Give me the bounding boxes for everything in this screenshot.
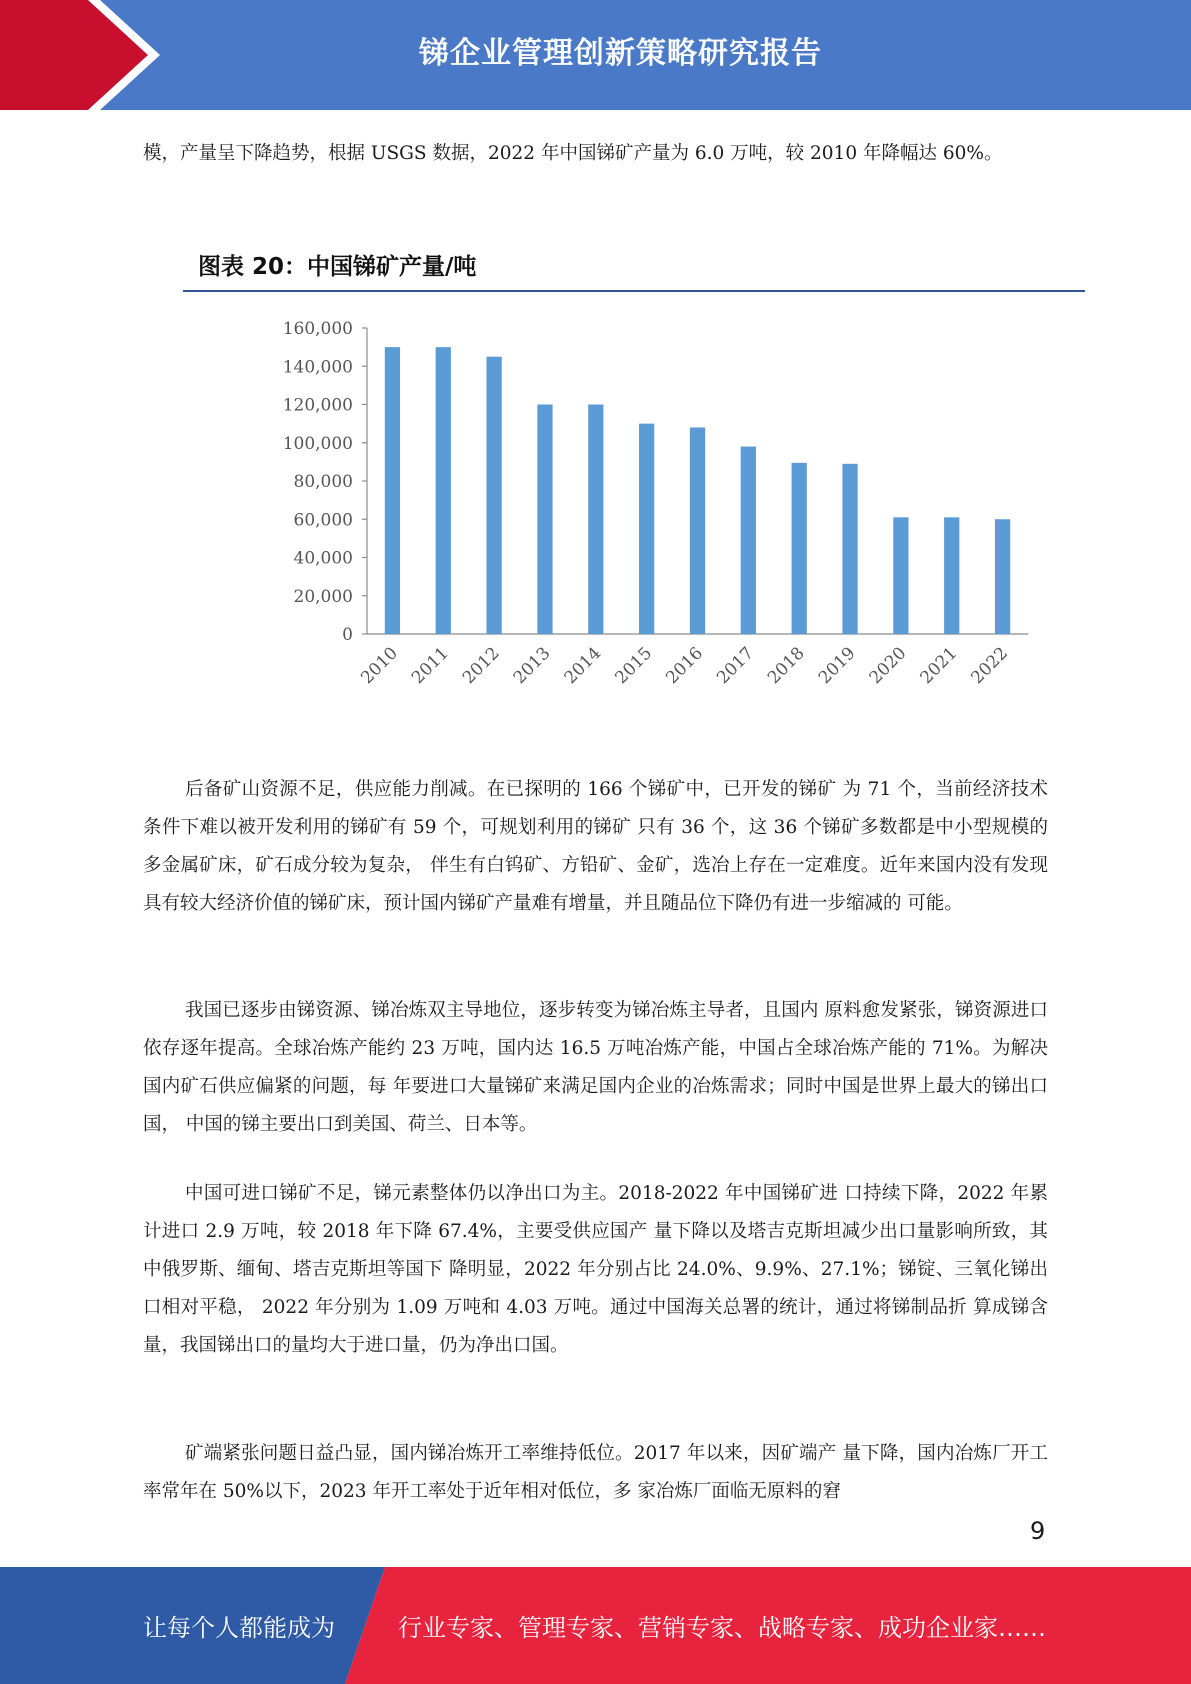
x-tick-label: 2016 [662,643,708,689]
x-tick-label: 2017 [713,643,758,689]
x-tick-label: 2018 [763,643,809,689]
footer-slogan-right: 行业专家、管理专家、营销专家、战略专家、成功企业家…… [398,1614,1046,1642]
x-tick-label: 2013 [509,643,555,689]
paragraph-continuation: 模，产量呈下降趋势，根据 USGS 数据，2022 年中国锑矿产量为 6.0 万吨，较 2010 年降幅达 60%。 [143,143,1003,164]
footer-slogan-left: 让每个人都能成为 [143,1614,335,1642]
y-tick-label: 100,000 [282,433,353,454]
y-tick-label: 40,000 [293,548,353,569]
x-tick-label: 2022 [967,643,1013,689]
y-tick-label: 0 [342,625,353,645]
bar [588,405,603,635]
page-header [0,0,1191,110]
bar [792,463,807,634]
x-tick-label: 2021 [916,643,962,689]
bar [690,427,705,634]
figure-caption: 图表 20：中国锑矿产量/吨 [198,254,477,280]
bar [537,405,552,635]
y-tick-label: 80,000 [293,472,353,492]
y-tick-label: 20,000 [293,586,353,607]
paragraph-reserves: 后备矿山资源不足，供应能力削减。在已探明的 166 个锑矿中，已开发的锑矿 为 71 个，当前经济技术条件下难以被开发利用的锑矿有 59 个，可规划利用的锑矿 只有 36 个，这 36 个锑矿多数都是中小型规模的多金属矿床，矿石成分较为复杂， 伴生有白钨矿、方铅矿、金矿，选冶上存在一定难度。近年来国内没有发现具有较大经济价值的锑矿床，预计国内锑矿产量难有增量，并且随品位下降仍有进一步缩减的 可能。 [143,779,1048,914]
bar [639,424,654,634]
x-tick-label: 2010 [357,643,402,689]
paragraph-operating-rate: 矿端紧张问题日益凸显，国内锑冶炼开工率维持低位。2017 年以来，因矿端产 量下降，国内冶炼厂开工率常年在 50%以下，2023 年开工率处于近年相对低位，多 家冶炼厂面临无原料的窘 [143,1443,1048,1502]
antimony-production-bar-chart [280,310,1060,710]
x-tick-label: 2015 [611,643,657,689]
x-tick-label: 2012 [458,643,504,689]
bar [436,347,451,634]
bar [741,447,756,634]
x-tick-label: 2019 [814,643,860,689]
y-tick-label: 60,000 [293,510,353,531]
page-number: 9 [1030,1517,1046,1545]
y-tick-label: 120,000 [282,395,353,416]
x-tick-label: 2011 [408,643,453,689]
y-tick-label: 160,000 [282,319,353,339]
x-tick-label: 2020 [865,643,911,689]
header-title: 锑企业管理创新策略研究报告 [419,36,822,71]
y-tick-label: 140,000 [282,357,353,378]
bar [995,519,1010,634]
bar [842,464,857,634]
paragraph-imports: 中国可进口锑矿不足，锑元素整体仍以净出口为主。2018-2022 年中国锑矿进 口持续下降，2022 年累计进口 2.9 万吨，较 2018 年下降 67.4%，主要受供应国产 量下降以及塔吉克斯坦减少出口量影响所致，其中俄罗斯、缅甸、塔吉克斯坦等国下 降明显，2022 年分别占比 24.0%、9.9%、27.1%；锑锭、三氧化锑出口相对平稳， 2022 年分别为 1.09 万吨和 4.03 万吨。通过中国海关总署的统计，通过将锑制品折 算成锑含量，我国锑出口的量均大于进口量，仍为净出口国。 [143,1183,1048,1356]
bar [944,517,959,634]
bar [486,357,501,634]
bar [893,517,908,634]
paragraph-smelting: 我国已逐步由锑资源、锑冶炼双主导地位，逐步转变为锑冶炼主导者，且国内 原料愈发紧张，锑资源进口依存逐年提高。全球冶炼产能约 23 万吨，国内达 16.5 万吨冶炼产能，中国占全球冶炼产能的 71%。为解决国内矿石供应偏紧的问题，每 年要进口大量锑矿来满足国内企业的冶炼需求；同时中国是世界上最大的锑出口国， 中国的锑主要出口到美国、荷兰、日本等。 [143,1000,1048,1135]
page-footer [0,1567,1191,1684]
figure-caption-rule [183,290,1085,292]
bar [385,347,400,634]
x-tick-label: 2014 [560,643,606,689]
